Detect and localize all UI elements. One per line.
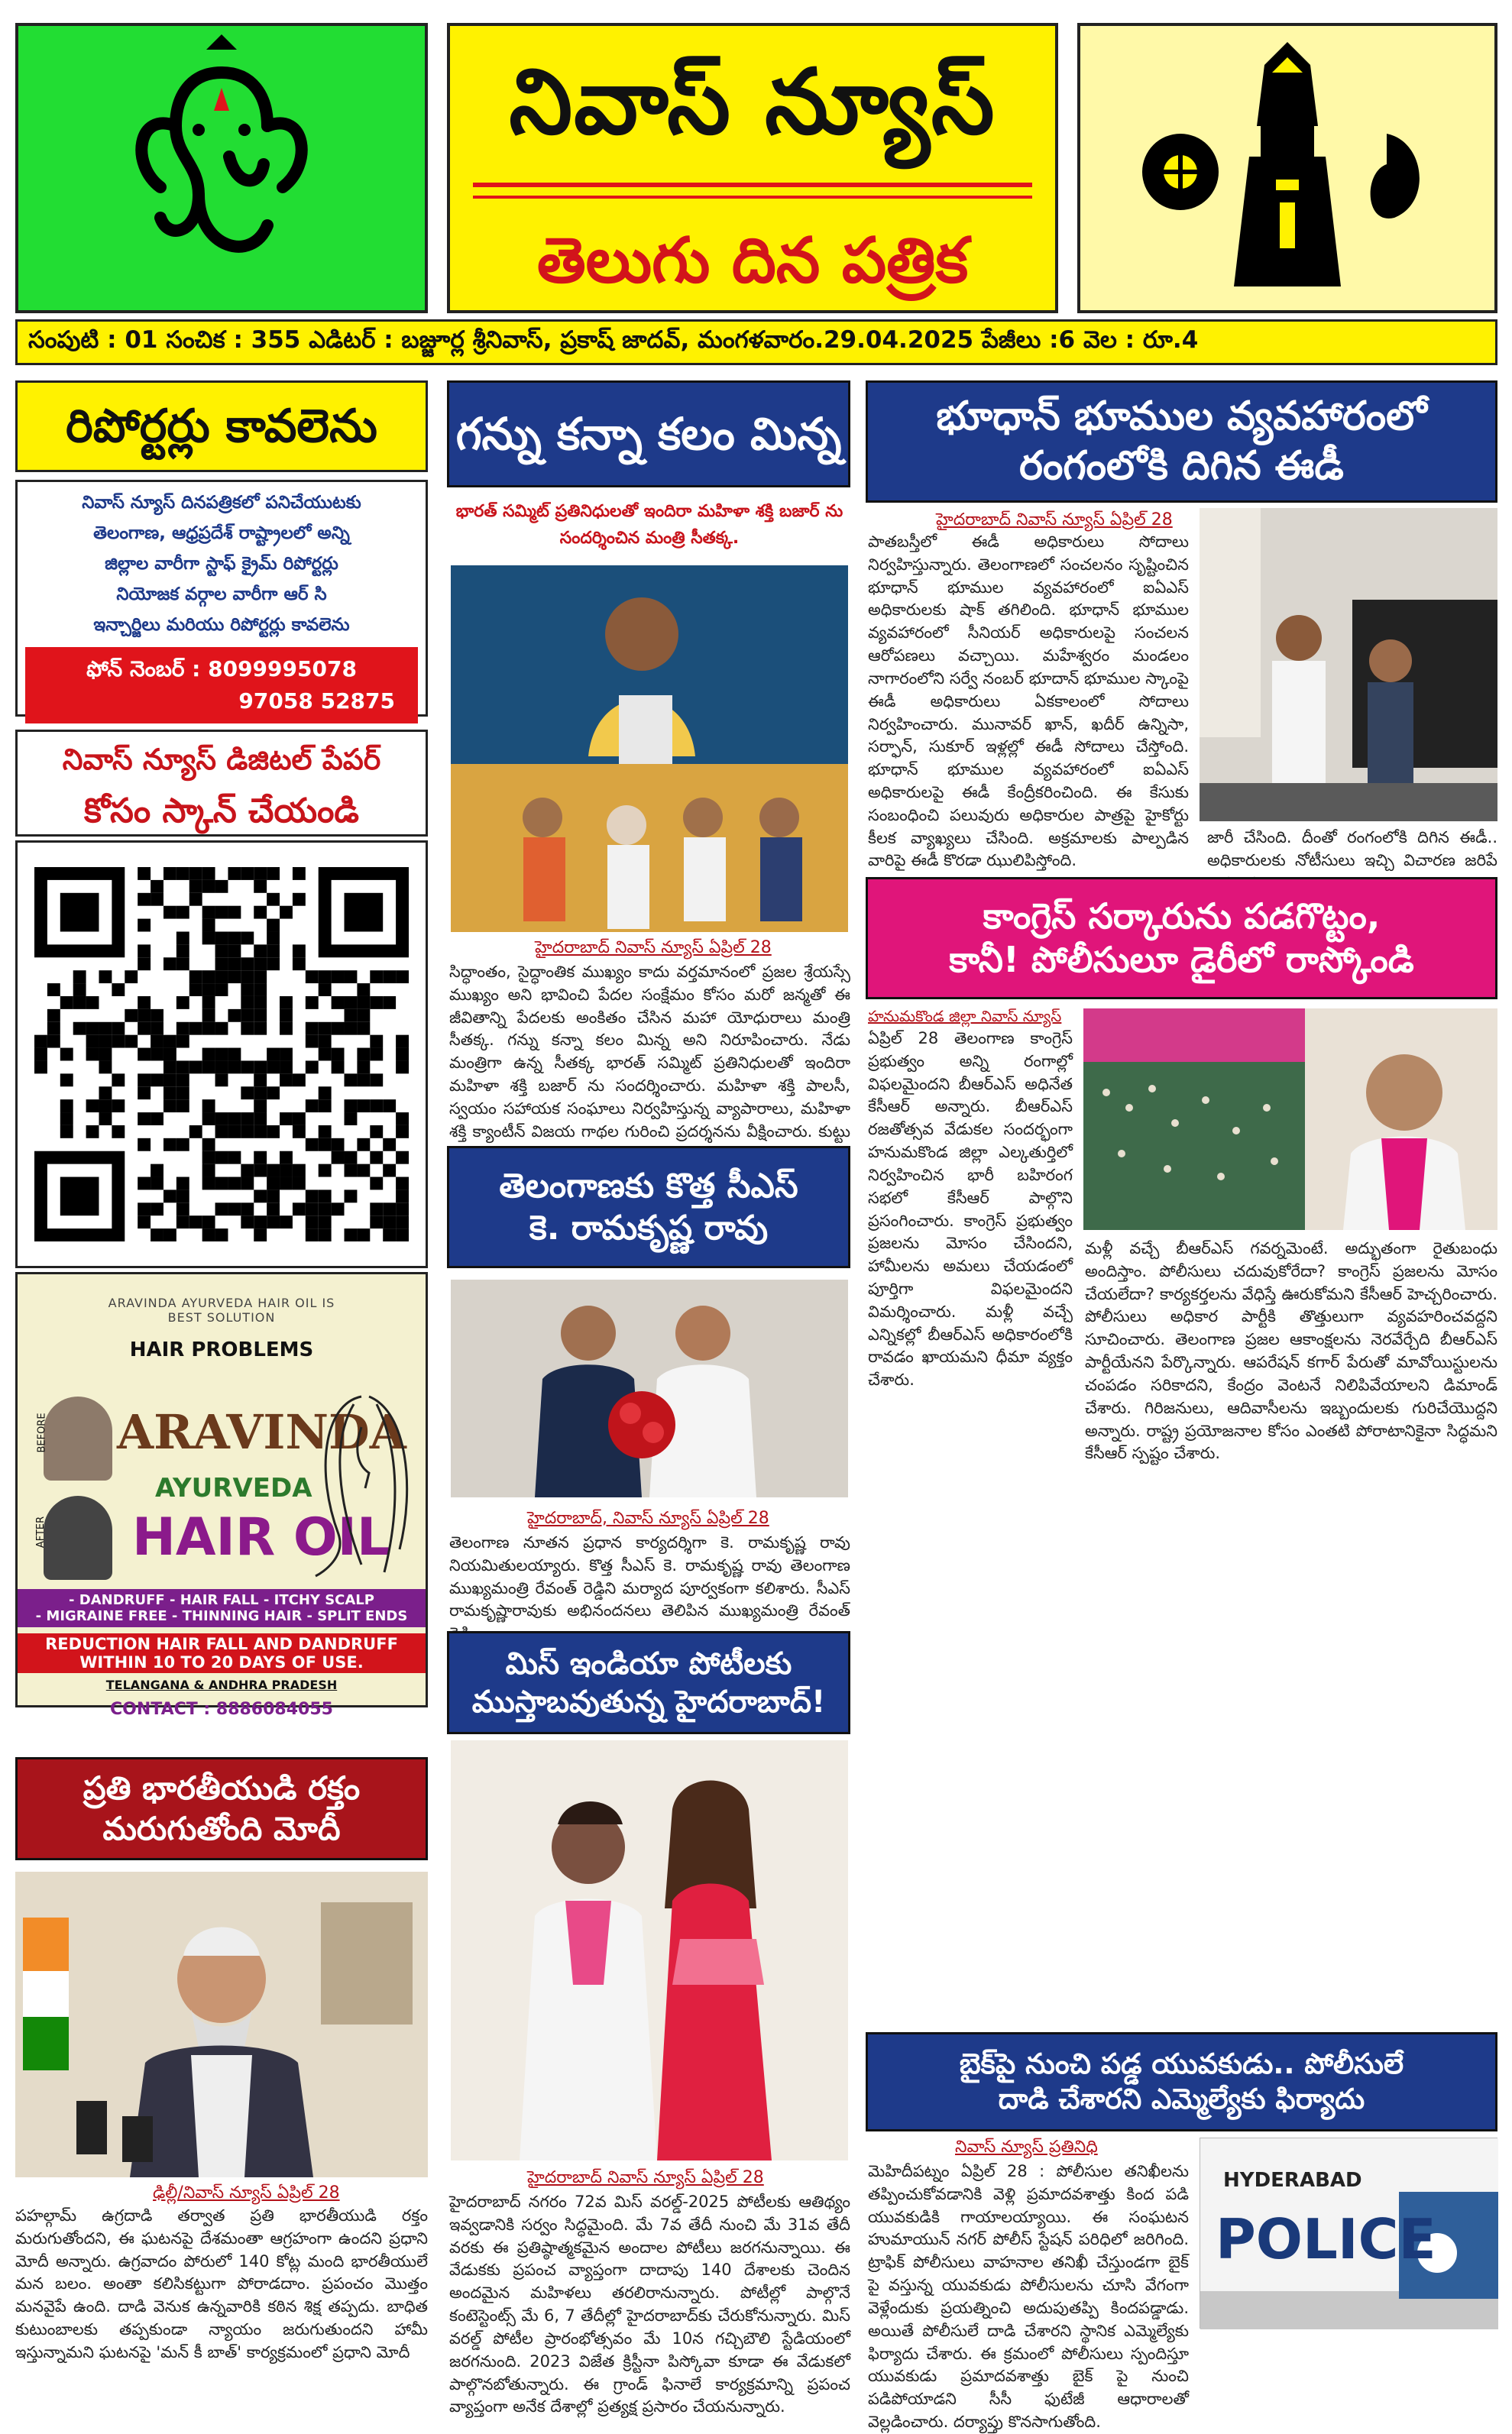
phone-number-2: 97058 52875 — [238, 688, 395, 714]
miss-dateline: హైదరాబాద్ నివాస్ న్యూస్ ఏప్రిల్ 28 — [527, 2168, 764, 2187]
congress-body: ఏప్రిల్ 28 తెలంగాణ కాంగ్రెస్ ప్రభుత్వం అన్ని రంగాల్లో విఫలమైందని బీఆర్ఎస్ అధినేత కేసీఆర్ అన్నారు. బీఆర్ఎస్ రజతోత్సవ వేడుకల సందర్భంగా హనుమకొండ జిల్లా ఎల్కతుర్తిలో నిర్వహించిన భారీ బహిరంగ సభలో కేసీఆర్ పాల్గొని ప్రసంగించారు. కాంగ్రెస్ ప్రభుత్వం ప్రజలను మోసం చేసిందని, హామీలను అమలు చేయడంలో పూర్తిగా విఫలమైందని విమర్శించారు. మళ్లీ వచ్చే ఎన్నికల్లో బీఆర్ఎస్ అధికారంలోకి రావడం ఖాయమని ధీమా వ్యక్తం చేశారు. — [868, 1029, 1073, 1390]
ad-product: HAIR OIL — [132, 1507, 390, 1568]
qr-code[interactable] — [15, 840, 428, 1268]
ad-region: TELANGANA & ANDHRA PRADESH — [105, 1678, 338, 1692]
police-car-city: HYDERABAD — [1223, 2169, 1362, 2192]
before-label: BEFORE — [36, 1413, 48, 1453]
ed-headline — [866, 380, 1497, 503]
reporters-line-4: నియోజక వర్గాల వారీగా ఆర్ సి — [116, 584, 327, 604]
ed-body: పాతబస్తీలో ఈడీ అధికారులు సోదాలు నిర్వహిస్తున్నారు. తెలంగాణలో సంచలనం సృష్టించిన భూధాన్ భూముల వ్యవహారంలో ఐఏఎస్ అధికారులకు షాక్ తగిలింది. భూధాన్ భూముల వ్యవహారంలో సీనియర్ అధికారులపై సంచలన ఆరోపణలు వచ్చాయి. మహేశ్వరం మండలం నాగారంలోని సర్వే నంబర్‌ భూదాన్‌ భూముల స్కాంపై ఈడీ అధికారులు ఏకకాలంలో సోదాలు నిర్వహించారు. మునావర్ ఖాన్, ఖదీర్ ఉన్నిసా, సర్ఫాన్, సుకూర్ ఇళ్లల్లో ఈడీ సోదాలు చేస్తోంది. భూధాన్ భూముల వ్యవహారంలో ఐఏఎస్ అధికారులపై ఈడీ కేంద్రీకరించింది. ఈ కేసుకు సంబంధించి పలువురు అధికారుల పాత్రపై హైకోర్టు కీలక వ్యాఖ్యలు చేసింది. అక్రమాలకు పాల్పడిన వారిపై ఈడీ కొరడా ఝులిపిస్తోంది. — [868, 532, 1189, 870]
ganesha-icon — [107, 42, 336, 294]
title-underline — [473, 183, 1032, 187]
reporters-wanted-title: రిపోర్టర్లు కావలెను — [15, 380, 428, 472]
phone-box — [25, 647, 418, 723]
ed-headline-line-2: రంగంలోకి దిగిన ఈడీ — [1019, 443, 1344, 489]
qr-code-icon — [34, 867, 409, 1241]
police-photo — [1200, 2138, 1497, 2329]
police-car-label: POLICE — [1216, 2207, 1436, 2271]
issue-info-bar: సంపుటి : 01 సంచిక : 355 ఎడిటర్ : బజ్జూర్ల శ్రీనివాస్, ప్రకాష్ జాదవ్, మంగళవారం.29.04.2025 పేజీలు :6 వెల : రూ.4 — [15, 319, 1497, 365]
ad-bullets-box — [18, 1589, 426, 1627]
ed-body-continued: జారీ చేసింది. దీంతో రంగంలోకి దిగిన ఈడీ.. అధికారులకు నోటీసులు ఇచ్చి విచారణ జరిపే — [1207, 828, 1497, 869]
congress-dateline: హనుమకొండ జిల్లా నివాస్ న్యూస్ — [868, 1007, 1062, 1025]
bike-dateline: నివాస్ న్యూస్ ప్రతినిధి — [955, 2138, 1098, 2157]
ad-claim-2: WITHIN 10 TO 20 DAYS OF USE. — [79, 1653, 364, 1672]
miss-headline — [447, 1631, 850, 1734]
ad-bullets-1: - DANDRUFF - HAIR FALL - ITCHY SCALP — [69, 1592, 374, 1608]
ad-contact: CONTACT : 8886084055 — [110, 1700, 333, 1719]
after-photo — [44, 1496, 112, 1580]
cs-dateline: హైదరాబాద్, నివాస్ న్యూస్ ఏప్రిల్ 28 — [527, 1509, 769, 1528]
congress-headline-line-1: కాంగ్రెస్ సర్కారును పడగొట్టం, — [983, 895, 1381, 937]
modi-body: పహల్గామ్ ఉగ్రదాడి తర్వాత ప్రతి భారతీయుడి రక్తం మరుగుతోందని, ఈ ఘటనపై దేశమంతా ఆగ్రహంగా ఉందని ప్రధాని మోదీ అన్నారు. ఉగ్రవాదం పోరులో 140 కోట్ల మంది భారతీయులే మన బలం. అంతా కలిసికట్టుగా పోరాడదాం. ప్రపంచం మొత్తం మనవైపే ఉంది. దాడి వెనుక ఉన్నవారికి కఠిన శిక్ష తప్పదు. బాధిత కుటుంబాలకు తప్పకుండా న్యాయం జరుగుతుందని హామీ ఇస్తున్నామని ఘటనపై 'మన్ కీ బాత్' కార్యక్రమంలో ప్రధాని మోదీ — [15, 2206, 428, 2361]
kcr-photo — [1083, 1008, 1497, 1230]
ed-headline-line-1: భూధాన్ భూముల వ్యవహారంలో — [936, 393, 1427, 439]
congress-headline-line-2: కానీ! పోలీసులూ డైరీలో రాస్కోండి — [949, 939, 1414, 980]
ad-bullets-2: - MIGRAINE FREE - THINNING HAIR - SPLIT ENDS — [35, 1608, 408, 1624]
balaji-icon — [1135, 42, 1440, 294]
scan-heading-line-2: కోసం స్కాన్ చేయండి — [84, 791, 359, 830]
miss-body: హైదరాబాద్ నగరం 72వ మిస్ వరల్డ్-2025 పోటీలకు ఆతిథ్యం ఇవ్వడానికి సర్వం సిద్ధమైంది. మే 7వ తేదీ నుంచి మే 31వ తేదీ వరకు ఈ ప్రతిష్ఠాత్మకమైన అందాల పోటీలు జరగనున్నాయి. ఈ వేడుకకు ప్రపంచ వ్యాప్తంగా దాదాపు 140 దేశాలకు చెందిన అందమైన మహిళలు తరలిరానున్నారు. పోటీల్లో పాల్గొనే కంటెస్టెంట్స్ మే 6, 7 తేదీల్లో హైదరాబాద్‌కు చేరుకోనున్నారు. మిస్ వరల్డ్ పోటీల ప్రారంభోత్సవం మే 10న గచ్చిబౌలి స్టేడియంలో జరగనుంది. 2023 విజేత క్రిస్టీనా పిస్కోవా కూడా ఈ వేడుకలో పాల్గొనబోతున్నారు. ఈ గ్రాండ్ ఫినాలే కార్యక్రమాన్ని ప్రపంచ వ్యాప్తంగా అనేక దేశాల్లో ప్రత్యక్ష ప్రసారం చేయనున్నారు. — [449, 2193, 850, 2416]
seethakka-dateline: హైదరాబాద్ నివాస్ న్యూస్ ఏప్రిల్ 28 — [535, 938, 772, 957]
cs-photo — [451, 1280, 848, 1497]
congress-body-continued: మళ్లీ వచ్చే బీఆర్ఎస్ గవర్నమెంటే. అద్భుతంగా రైతుబంధు అందిస్తాం. పోలీసులు చదువుకోరేదా? కాంగ్రెస్ ప్రజలను మోసం చేయలేదా? కార్యకర్తలను వేధిస్తే ఊరుకోమని కేసీఆర్ హెచ్చరించారు. పోలీసులు అధికార పార్టీకి తొత్తులుగా వ్యవహరించవద్దని సూచించారు. తెలంగాణ ప్రజల ఆకాంక్షలను నెరవేర్చేది బీఆర్ఎస్ పార్టీయేనని పేర్కొన్నారు. ఆపరేషన్ కగార్ పేరుతో మావోయిస్టులను చంపడం సరికాదని, కేంద్రం వెంటనే నిలిపివేయాలని డిమాండ్ చేశారు. గిరిజనులు, ఆదివాసీలను ఇబ్బందులకు గురిచేయొద్దని అన్నారు. రాష్ట్ర ప్రయోజనాల కోసం ఎంతటి పోరాటానికైనా సిద్ధమని కేసీఆర్ స్పష్టం చేశారు. — [1085, 1239, 1497, 1463]
congress-headline — [866, 877, 1497, 999]
modi-dateline: ఢిల్లీ/నివాస్ న్యూస్ ఏప్రిల్ 28 — [153, 2183, 340, 2203]
after-label: AFTER — [35, 1516, 47, 1549]
hair-oil-ad — [15, 1272, 428, 1707]
reporters-line-3: జిల్లాల వారీగా స్టాఫ్ క్రైమ్ రిపోర్టర్లు — [105, 554, 338, 574]
bike-body: మెహిదీపట్నం ఏప్రిల్ 28 : పోలీసుల తనిఖీలను తప్పించుకోవడానికి వెళ్లి ప్రమాదవశాత్తు కింద పడి యువకుడికి గాయాలయ్యాయి. ఈ సంఘటన హుమాయున్ నగర్ పోలీస్ స్టేషన్ పరిధిలో జరిగింది. ట్రాఫిక్ పోలీసులు వాహనాల తనిఖీ చేస్తుండగా బైక్ పై వస్తున్న యువకుడు పోలీసులను చూసి వేగంగా వెళ్లేందుకు ప్రయత్నించి అదుపుతప్పి కిందపడ్డాడు. అయితే పోలీసులే దాడి చేశారని స్థానిక ఎమ్మెల్యేకు ఫిర్యాదు చేశారు. ఈ క్రమంలో పోలీసులు స్పందిస్తూ యువకుడు ప్రమాదవశాత్తు బైక్ పై నుంచి పడిపోయాడని సీసీ ఫుటేజీ ఆధారాలతో వెల్లడించారు. దర్యాప్తు కొనసాగుతోంది. — [868, 2162, 1189, 2431]
modi-headline-line-2: మరుగుతోంది మోదీ — [102, 1809, 341, 1847]
ad-brand: ARAVINDA — [117, 1404, 406, 1460]
cs-headline-line-2: కె. రామకృష్ణ రావు — [529, 1209, 769, 1248]
masthead — [447, 23, 1058, 313]
ad-top-line: ARAVINDA AYURVEDA HAIR OIL IS — [108, 1296, 335, 1310]
scan-heading-line-1: నివాస్ న్యూస్ డిజిటల్ పేపర్ — [62, 743, 381, 776]
seethakka-photo — [451, 565, 848, 932]
left-logo-box — [15, 23, 428, 313]
ed-photo-illustration — [1200, 508, 1497, 821]
seethakka-caption: భారత్ సమ్మిట్ ప్రతినిధులతో ఇందిరా మహిళా శక్తి బజార్ ను సందర్శించిన మంత్రి సీతక్క. — [455, 502, 843, 549]
scan-heading-box — [15, 730, 428, 837]
reporters-line-2: తెలంగాణ, ఆధ్రప్రదేశ్ రాష్ట్రాలలో అన్ని — [93, 523, 350, 543]
ad-top-line-2: BEST SOLUTION — [167, 1310, 276, 1325]
newspaper-subtitle: తెలుగు దిన పత్రిక — [536, 225, 969, 297]
phone-number-1: ఫోన్ నెంబర్ : 8099995078 — [86, 656, 357, 681]
ad-claim-1: REDUCTION HAIR FALL AND DANDRUFF — [45, 1635, 398, 1653]
ed-dateline: హైదరాబాద్ నివాస్ న్యూస్ ఏప్రిల్ 28 — [936, 510, 1173, 529]
miss-headline-line-2: ముస్తాబవుతున్న హైదరాబాద్! — [471, 1684, 826, 1720]
cs-photo-illustration — [451, 1280, 848, 1497]
miss-headline-line-1: మిస్ ఇండియా పోటీలకు — [505, 1646, 792, 1681]
ad-ayurveda: AYURVEDA — [155, 1473, 312, 1503]
kcr-photo-illustration — [1083, 1008, 1497, 1230]
before-photo — [44, 1397, 112, 1481]
reporters-line-1: నివాస్ న్యూస్ దినపత్రికలో పనిచేయుటకు — [82, 493, 361, 513]
cs-headline-line-1: తెలంగాణకు కొత్త సీఎస్ — [499, 1167, 798, 1206]
seethakka-body: సిద్ధాంతం, సైద్ధాంతిక ముఖ్యం కాదు వర్తమానంలో ప్రజల శ్రేయస్సే ముఖ్యం అని భావించి పేదల సంక్షేమం కోసం మరో జన్మతో ఈ జీవితాన్ని పేదలకు అంకితం చేసిన మహా యోధురాలు మంత్రి సీతక్క. గన్ను కన్నా కలం మిన్న అని నిరూపించారు. నేడు మంత్రిగా ఉన్న సీతక్క భారత్ సమ్మిట్ ప్రతినిధులతో ఇందిరా మహిళా శక్తి బజార్ ను సందర్శించారు. మహిళా శక్తి పాలసీ, స్వయం సహాయక సంఘాలు నిర్వహిస్తున్న వ్యాపారాలు, మహిళా శక్తి క్యాంటీన్ విజయ గాథల గురించి ప్రదర్శనను వీక్షించారు. కుట్టు — [449, 963, 850, 1141]
bike-headline — [866, 2032, 1497, 2131]
reporters-wanted-box — [15, 480, 428, 717]
newspaper-title: నివాస్ న్యూస్ — [509, 49, 996, 154]
modi-headline — [15, 1757, 428, 1860]
cs-headline — [447, 1146, 850, 1268]
ad-claim-box — [18, 1633, 426, 1673]
woman-hair-icon — [308, 1381, 423, 1580]
miss-photo — [451, 1740, 848, 2160]
modi-photo — [15, 1872, 428, 2177]
title-underline-2 — [473, 196, 1032, 199]
modi-photo-illustration — [15, 1872, 428, 2177]
bike-headline-line-1: బైక్‌పై నుంచి పడ్డ యువకుడు.. పోలీసులే — [959, 2047, 1404, 2080]
bike-headline-line-2: దాడి చేశారని ఎమ్మెల్యేకు ఫిర్యాదు — [998, 2083, 1365, 2115]
miss-photo-illustration — [451, 1740, 848, 2160]
modi-headline-line-1: ప్రతి భారతీయుడి రక్తం — [83, 1769, 361, 1807]
ed-photo — [1200, 508, 1497, 821]
seethakka-headline: గన్ను కన్నా కలం మిన్న — [447, 380, 850, 487]
right-logo-box — [1077, 23, 1497, 313]
bike-body-continued — [1200, 2332, 1497, 2377]
ad-problems: HAIR PROBLEMS — [129, 1338, 314, 1361]
cs-body: తెలంగాణ నూతన ప్రధాన కార్యదర్శిగా కె. రామకృష్ణ రావు నియమితులయ్యారు. కొత్త సీఎస్ కె. రామకృష్ణ రావు తెలంగాణ ముఖ్యమంత్రి రేవంత్ రెడ్డిని మర్యాద పూర్వకంగా కలిశారు. సీఎస్ రామకృష్ణారావుకు అభినందనలు తెలిపిన ముఖ్యమంత్రి రేవంత్ — [449, 1533, 850, 1620]
reporters-line-5: ఇన్చార్జిలు మరియు రిపోర్టర్లు కావలెను — [93, 615, 350, 635]
seethakka-photo-illustration — [451, 565, 848, 932]
